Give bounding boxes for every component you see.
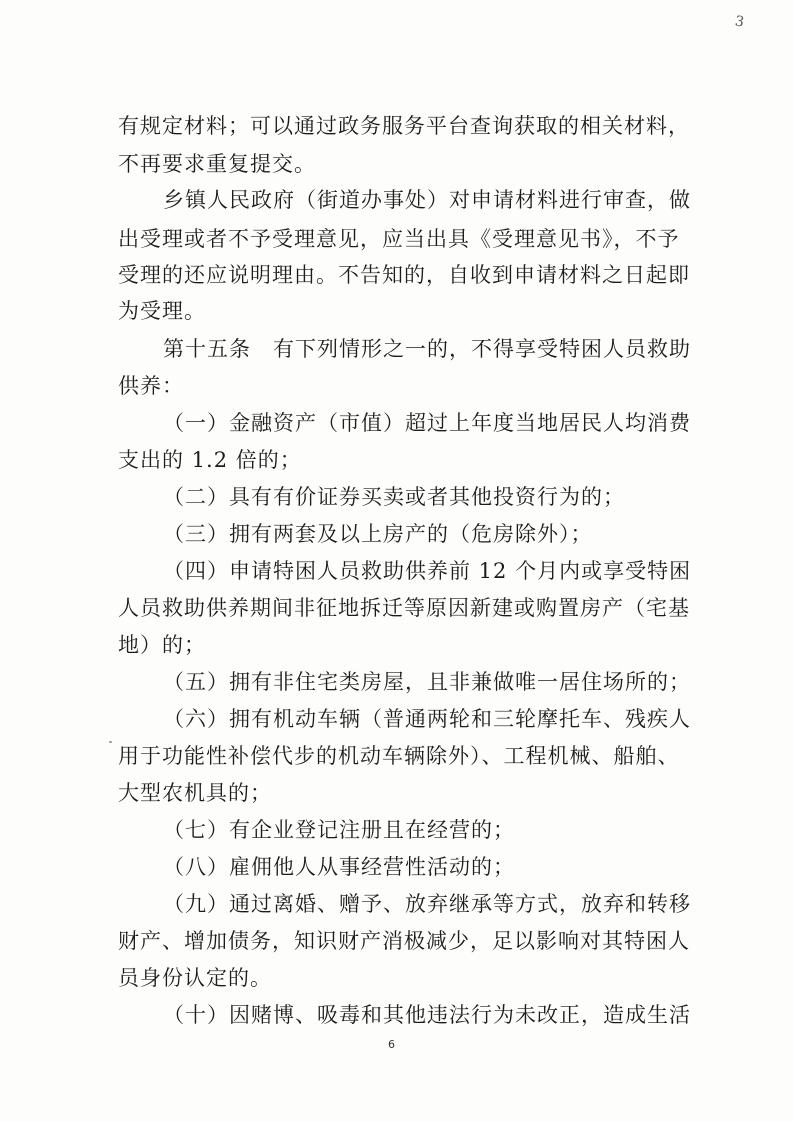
article-heading-line: 第十五条 有下列情形之一的，不得享受特困人员救助 [163,337,691,361]
text-line: 供养： [118,374,184,398]
text-line: 不再要求重复提交。 [118,152,316,176]
list-item-line: （七）有企业登记注册且在经营的； [163,818,515,842]
text-line: 人员救助供养期间非征地拆迁等原因新建或购置房产（宅基 [118,596,690,620]
list-item-line: （五）拥有非住宅类房屋，且非兼做唯一居住场所的； [163,670,691,694]
scan-speck [109,741,112,743]
corner-mark: 3 [733,13,746,31]
list-item-line: （十）因赌博、吸毒和其他违法行为未改正，造成生活 [163,1003,691,1027]
list-item-line: （九）通过离婚、赠予、放弃继承等方式，放弃和转移 [163,892,691,916]
text-line: 有规定材料；可以通过政务服务平台查询获取的相关材料， [118,114,690,138]
text-line: 出受理或者不予受理意见，应当出具《受理意见书》，不予 [118,227,680,251]
text-line: 大型农机具的； [118,781,272,805]
text-line: 财产、增加债务，知识财产消极减少，足以影响对其特困人 [118,929,690,953]
list-item-line: （八）雇佣他人从事经营性活动的； [163,855,515,879]
text-line: 员身份认定的。 [118,966,272,990]
text-line: 用于功能性补偿代步的机动车辆除外）、工程机械、船舶、 [118,744,680,768]
list-item-line: （六）拥有机动车辆（普通两轮和三轮摩托车、残疾人 [163,707,691,731]
list-item-line: （三）拥有两套及以上房产的（危房除外）； [163,522,593,546]
text-line: 地）的； [118,633,206,657]
list-item-line: （四）申请特困人员救助供养前 12 个月内或享受特困 [163,559,692,583]
text-line: 受理的还应说明理由。不告知的，自收到申请材料之日起即 [118,263,690,287]
text-line: 为受理。 [118,299,206,323]
paragraph-start-line: 乡镇人民政府（街道办事处）对申请材料进行审查，做 [163,188,691,212]
list-item-line: （二）具有有价证券买卖或者其他投资行为的； [163,485,625,509]
list-item-line: （一）金融资产（市值）超过上年度当地居民人均消费 [163,411,691,435]
page-number: 6 [388,1038,395,1051]
text-line: 支出的 1.2 倍的； [118,448,302,472]
